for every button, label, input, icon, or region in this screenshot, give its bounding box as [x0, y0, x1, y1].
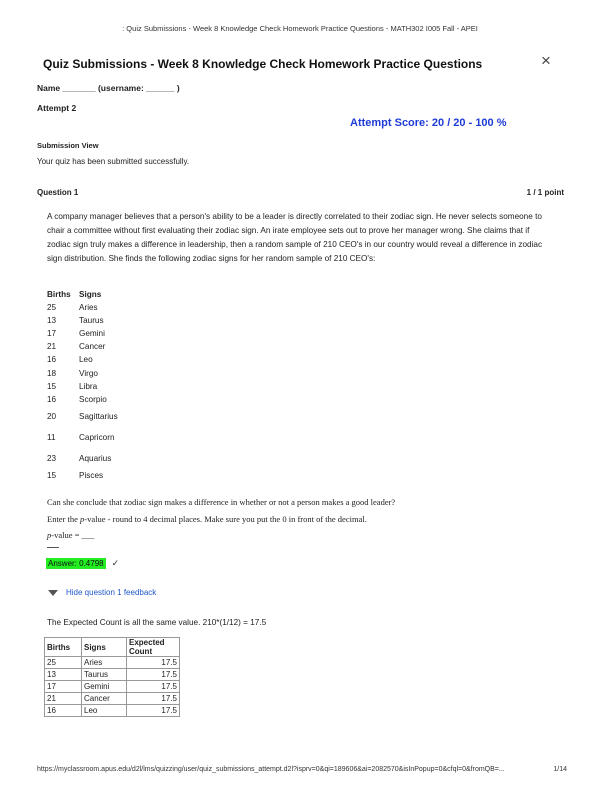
table-row	[45, 657, 180, 669]
births-cell: 16	[47, 355, 57, 365]
exp-sign-cell: Leo	[82, 705, 127, 717]
triangle-down-icon	[48, 590, 58, 596]
births-cell: 15	[47, 470, 57, 480]
answer-highlight: Answer: 0.4798	[48, 559, 104, 568]
births-cell: 25	[47, 303, 57, 313]
sign-cell: Libra	[79, 381, 98, 391]
births-cell: 16	[47, 394, 57, 404]
footer-url: https://myclassroom.apus.edu/d2l/lms/quizzing/user/quiz_submissions_attempt.d2l?isprv=0&qi=189606&ai=2082570&isInPopup=0&cfql=0&fromQB=...	[37, 766, 505, 773]
page-title: Quiz Submissions - Week 8 Knowledge Check Homework Practice Questions	[43, 57, 483, 71]
exp-count-cell: 17.5	[127, 681, 180, 693]
submission-message: Your quiz has been submitted successfully.	[37, 157, 190, 166]
sign-cell: Virgo	[79, 368, 98, 378]
table-row	[47, 448, 118, 469]
submission-view-heading: Submission View	[37, 141, 99, 150]
births-cell: 18	[47, 368, 57, 378]
exp-count-cell: 17.5	[127, 669, 180, 681]
exp-count-cell: 17.5	[127, 705, 180, 717]
sign-cell: Cancer	[79, 342, 106, 352]
births-cell: 17	[47, 329, 57, 339]
sign-cell: Leo	[79, 355, 93, 365]
pvalue-p: p	[47, 530, 52, 540]
table-row	[47, 353, 118, 366]
pvalue-instruction	[47, 514, 367, 524]
name-line: Name _______ (username: ______ )	[37, 83, 180, 93]
births-cell: 15	[47, 381, 57, 391]
pvalue-label-text: -value = ___	[51, 530, 95, 540]
instruction-post: -value - round to 4 decimal places. Make sure you put the 0 in front of the decimal.	[84, 514, 367, 524]
births-signs-table	[47, 288, 118, 482]
sign-cell: Sagittarius	[79, 411, 118, 421]
exp-sign-cell: Cancer	[82, 693, 127, 705]
table-row	[47, 301, 118, 314]
question-points: 1 / 1 point	[526, 188, 564, 197]
sign-cell: Aquarius	[79, 453, 112, 463]
sign-cell: Taurus	[79, 316, 104, 326]
table-row	[45, 681, 180, 693]
pdf-footer	[37, 766, 567, 773]
feedback-toggle-label: Hide question 1 feedback	[66, 588, 157, 597]
sign-cell: Gemini	[79, 329, 105, 339]
exp-signs-header: Signs	[82, 638, 127, 657]
births-cell: 21	[47, 342, 57, 352]
births-cell: 13	[47, 316, 57, 326]
sign-cell: Scorpio	[79, 394, 107, 404]
table-row	[45, 669, 180, 681]
table-row	[47, 393, 118, 406]
sign-cell: Aries	[79, 303, 98, 313]
answer-row	[46, 558, 119, 569]
exp-count-cell: 17.5	[127, 693, 180, 705]
table-row	[45, 705, 180, 717]
exp-count-cell: 17.5	[127, 657, 180, 669]
births-header: Births	[47, 290, 71, 299]
exp-count-header: Expected Count	[127, 638, 180, 657]
exp-births-cell: 13	[45, 669, 82, 681]
close-icon[interactable]: ×	[541, 51, 551, 70]
table-row	[45, 693, 180, 705]
table-row	[47, 427, 118, 448]
table-row	[47, 406, 118, 427]
births-cell: 20	[47, 411, 57, 421]
sign-cell: Pisces	[79, 470, 104, 480]
exp-sign-cell: Aries	[82, 657, 127, 669]
exp-births-cell: 25	[45, 657, 82, 669]
table-row	[47, 469, 118, 482]
table-row	[47, 340, 118, 353]
exp-sign-cell: Taurus	[82, 669, 127, 681]
attempt-label: Attempt 2	[37, 103, 77, 113]
pdf-header: : Quiz Submissions - Week 8 Knowledge Check Homework Practice Questions - MATH302 I005 Fall - APEI	[122, 24, 478, 33]
table-row	[47, 380, 118, 393]
question-text: A company manager believes that a person's ability to be a leader is directly correlated to their zodiac sign. He never selects someone to chair a committee without first evaluating their zodiac sign. An irate employee sets out to prove her manager wrong. She claims that if zodiac sign truly makes a difference in leadership, then a random sample of 210 CEO's in our country would reveal a difference in zodiac sign distribution. She finds the following zodiac signs for her random sample of 210 CEO's:	[47, 212, 543, 263]
question-label: Question 1	[37, 188, 79, 197]
exp-sign-cell: Gemini	[82, 681, 127, 693]
instruction-p: p	[80, 514, 85, 524]
instruction-pre: Enter the	[47, 514, 81, 524]
checkmark-icon: ✓	[111, 558, 120, 568]
attempt-score: Attempt Score: 20 / 20 - 100 %	[350, 117, 507, 129]
exp-births-cell: 17	[45, 681, 82, 693]
exp-births-cell: 21	[45, 693, 82, 705]
question-prompt: Can she conclude that zodiac sign makes a difference in whether or not a person makes a good leader?	[47, 497, 396, 507]
expected-count-table	[44, 637, 180, 717]
exp-births-header: Births	[45, 638, 82, 657]
signs-header: Signs	[79, 290, 102, 299]
table-row	[47, 327, 118, 340]
table-row	[47, 366, 118, 379]
births-cell: 11	[47, 432, 56, 442]
hide-feedback-link[interactable]	[48, 588, 156, 597]
sign-cell: Capricorn	[79, 432, 115, 442]
page-number: 1/14	[553, 766, 567, 773]
pvalue-label	[47, 530, 94, 540]
births-cell: 23	[47, 453, 57, 463]
exp-births-cell: 16	[45, 705, 82, 717]
feedback-text: The Expected Count is all the same value. 210*(1/12) = 17.5	[47, 618, 267, 627]
answer-underline	[47, 547, 59, 548]
table-row	[47, 314, 118, 327]
